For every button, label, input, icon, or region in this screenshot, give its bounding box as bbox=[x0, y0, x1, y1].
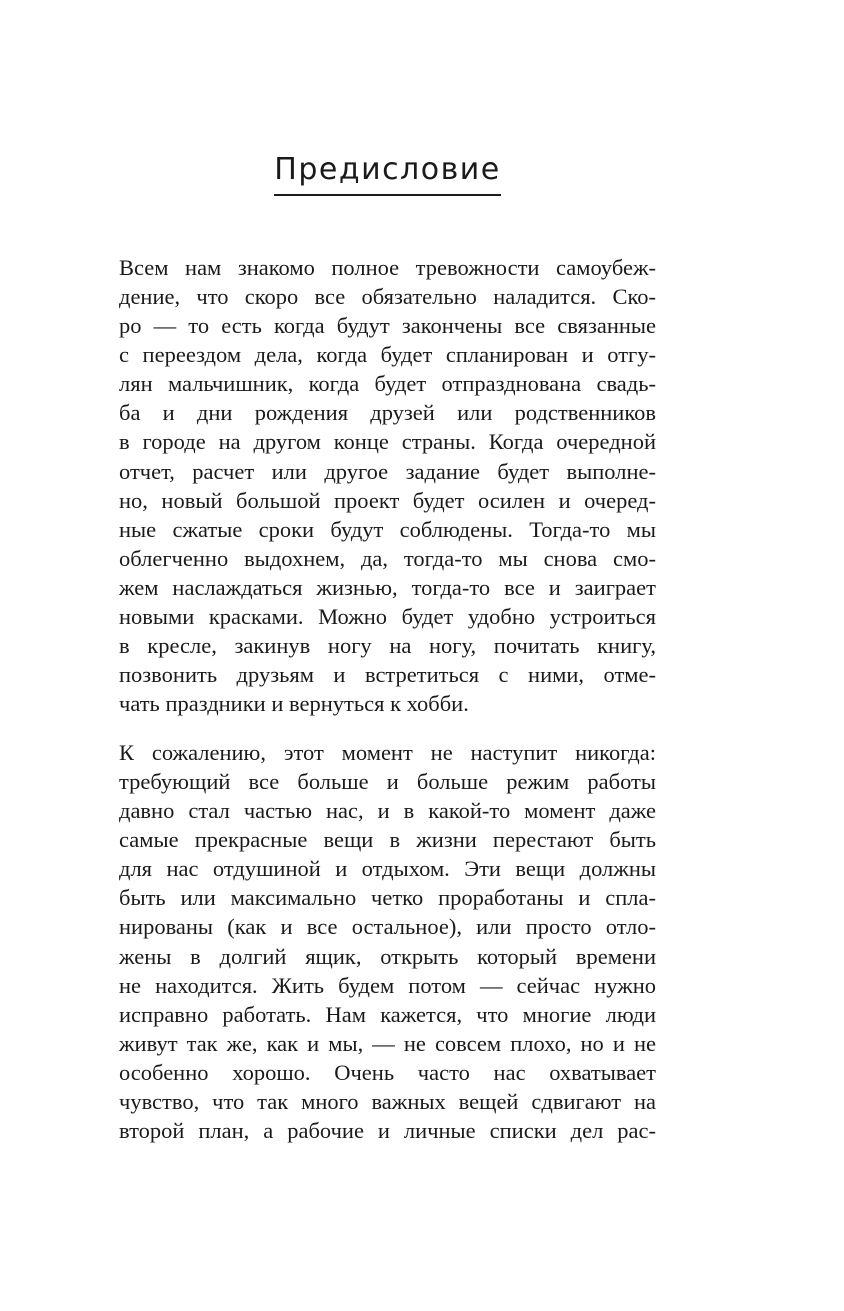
text-line: в городе на другом конце страны. Когда очередной bbox=[119, 429, 656, 455]
text-line: чувство, что так много важных вещей сдвигают на bbox=[119, 1088, 656, 1114]
text-line: К сожалению, этот момент не наступит никогда: bbox=[119, 740, 656, 765]
text-line: ро — то есть когда будут закончены все связанные bbox=[119, 313, 656, 339]
text-line: исправно работать. Нам кажется, что многие люди bbox=[119, 1001, 656, 1027]
text-line: но, новый большой проект будет осилен и очеред- bbox=[119, 487, 656, 513]
text-line: позвонить друзьям и встретиться с ними, отме- bbox=[119, 662, 656, 688]
text-line: требующий все больше и больше режим работы bbox=[119, 769, 656, 795]
text-line: ные сжатые сроки будут соблюдены. Тогда-то мы bbox=[119, 516, 656, 542]
text-line: лян мальчишник, когда будет отпразднована свадь- bbox=[119, 371, 656, 397]
text-line: жем наслаждаться жизнью, тогда-то все и заиграет bbox=[119, 574, 656, 600]
paragraph-1 bbox=[119, 253, 656, 718]
text-line: с переездом дела, когда будет спланирован и отгу- bbox=[119, 342, 656, 368]
text-line: жены в долгий ящик, открыть который времени bbox=[119, 943, 656, 969]
text-line: ба и дни рождения друзей или родственников bbox=[119, 400, 656, 426]
text-line: в кресле, закинув ногу на ногу, почитать книгу, bbox=[119, 633, 656, 659]
text-line: быть или максимально четко проработаны и спла- bbox=[119, 885, 656, 911]
chapter-title-block bbox=[0, 152, 775, 196]
text-line: нированы (как и все остальное), или просто отло- bbox=[119, 914, 656, 940]
text-line: Всем нам знакомо полное тревожности самоубеж- bbox=[119, 255, 656, 280]
text-line: чать праздники и вернуться к хобби. bbox=[119, 691, 469, 717]
text-line: отчет, расчет или другое задание будет выполне- bbox=[119, 458, 656, 484]
text-line: не находится. Жить будем потом — сейчас нужно bbox=[119, 972, 656, 998]
text-line: второй план, а рабочие и личные списки дел рас- bbox=[119, 1118, 656, 1144]
text-line: новыми красками. Можно будет удобно устроиться bbox=[119, 603, 656, 629]
text-line: дение, что скоро все обязательно наладится. Ско- bbox=[119, 284, 656, 310]
text-line: давно стал частью нас, и в какой-то момент даже bbox=[119, 798, 656, 824]
text-line: живут так же, как и мы, — не совсем плохо, но и не bbox=[119, 1030, 656, 1056]
text-line: особенно хорошо. Очень часто нас охватывает bbox=[119, 1059, 656, 1085]
chapter-title: Предисловие bbox=[274, 152, 500, 196]
text-line: для нас отдушиной и отдыхом. Эти вещи должны bbox=[119, 856, 656, 882]
text-line: самые прекрасные вещи в жизни перестают быть bbox=[119, 827, 656, 853]
text-line: облегченно выдохнем, да, тогда-то мы снова смо- bbox=[119, 545, 656, 571]
paragraph-2 bbox=[119, 738, 656, 1145]
